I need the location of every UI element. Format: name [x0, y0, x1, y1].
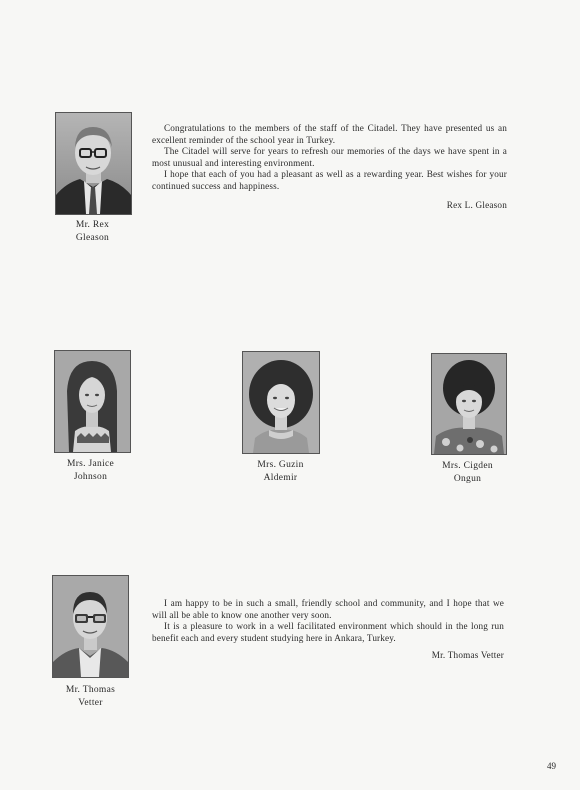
johnson-portrait-photo	[54, 350, 131, 453]
page-number: 49	[547, 761, 556, 771]
aldemir-caption-title: Mrs. Guzin	[257, 460, 304, 470]
gleason-caption	[40, 219, 145, 245]
vetter-message-paragraph-2: It is a pleasure to work in a well facilitated environment which should in the long run benefit each and every student studying here in Ankara, Turkey.	[152, 621, 504, 643]
gleason-signature: Rex L. Gleason	[446, 200, 507, 210]
aldemir-portrait-photo	[242, 351, 320, 454]
ongun-caption-title: Mrs. Cigden	[442, 461, 493, 471]
gleason-caption-name: Gleason	[75, 233, 110, 243]
gleason-message-paragraph-1: Congratulations to the members of the staff of the Citadel. They have presented us an excellent reminder of the school year in Turkey.	[152, 123, 507, 145]
ongun-caption-name: Ongun	[453, 474, 482, 484]
johnson-caption-title: Mrs. Janice	[66, 459, 115, 469]
aldemir-caption	[228, 459, 333, 485]
vetter-portrait-photo	[52, 575, 129, 678]
gleason-message-paragraph-3: I hope that each of you had a pleasant as well as a rewarding year. Best wishes for your continued success and happiness.	[152, 169, 507, 191]
vetter-signature: Mr. Thomas Vetter	[431, 650, 504, 660]
ongun-caption	[415, 460, 520, 486]
aldemir-caption-name: Aldemir	[263, 473, 298, 483]
vetter-message-paragraph-1: I am happy to be in such a small, friendly school and community, and I hope that we will all be able to know one another very soon.	[152, 598, 504, 620]
vetter-caption-name: Vetter	[78, 698, 103, 708]
vetter-caption	[38, 684, 143, 710]
gleason-message	[152, 123, 507, 193]
ongun-portrait-photo	[431, 353, 507, 455]
johnson-caption-name: Johnson	[73, 472, 108, 482]
vetter-message	[152, 598, 504, 644]
gleason-portrait-photo	[55, 112, 132, 215]
vetter-caption-title: Mr. Thomas	[65, 685, 116, 695]
gleason-caption-title: Mr. Rex	[75, 220, 110, 230]
johnson-caption	[38, 458, 143, 484]
gleason-message-paragraph-2: The Citadel will serve for years to refresh our memories of the days we have spent in a most unusual and interesting environment.	[152, 146, 507, 168]
